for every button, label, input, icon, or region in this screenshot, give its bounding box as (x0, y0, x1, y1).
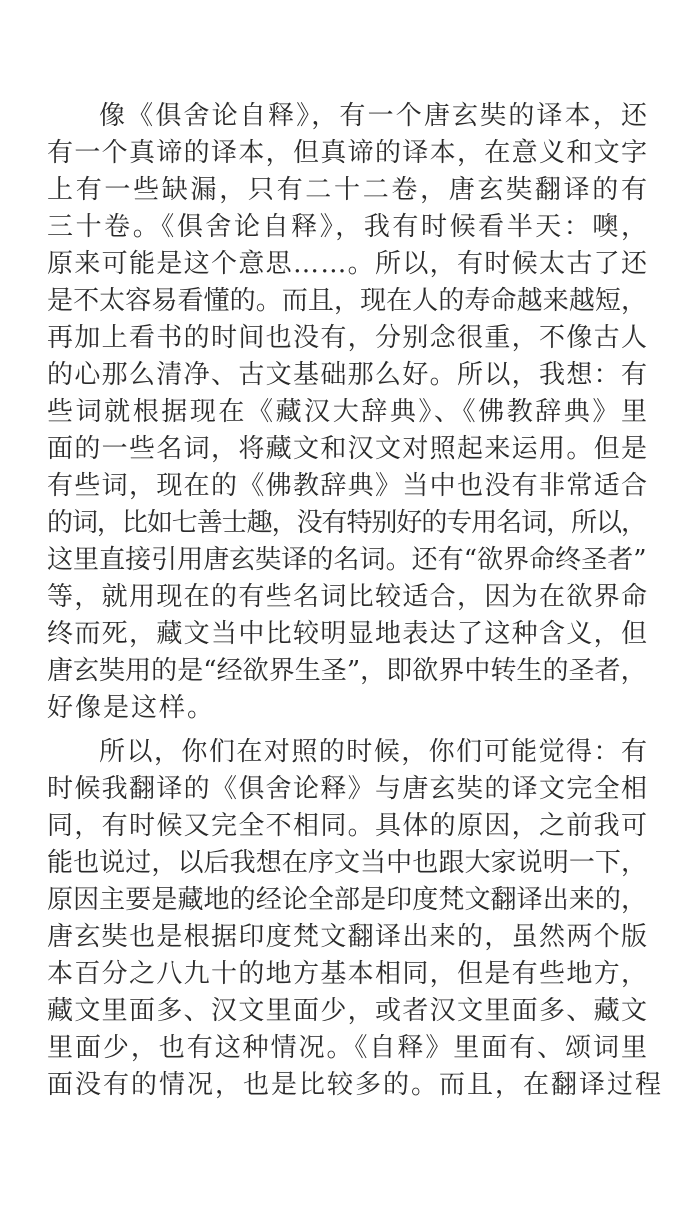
paragraph-line: 里面少，也有这种情况。《自释》里面有、颂词里 (47, 1033, 649, 1063)
paragraph-line: 上有一些缺漏，只有二十二卷，唐玄奘翻译的有 (47, 175, 650, 205)
paragraph-line: 有一个真谛的译本，但真谛的译本，在意义和文字 (47, 138, 649, 168)
paragraph-line: 些词就根据现在《藏汉大辞典》、《佛教辞典》里 (47, 397, 650, 427)
paragraph-line: 这里直接引用唐玄奘译的名词。还有“欲界命终圣者” (47, 545, 647, 575)
paragraph-line: 面没有的情况，也是比较多的。而且，在翻译过程 (47, 1070, 664, 1100)
paragraph-line: 唐玄奘也是根据印度梵文翻译出来的，虽然两个版 (47, 922, 649, 952)
paragraph-line: 原因主要是藏地的经论全部是印度梵文翻译出来的， (47, 885, 648, 915)
paragraph-line: 本百分之八九十的地方基本相同，但是有些地方， (47, 959, 649, 989)
paragraph-line: 好像是这样。 (47, 693, 216, 723)
paragraph-1 (47, 99, 650, 733)
paragraph-line: 终而死，藏文当中比较明显地表达了这种含义，但 (47, 619, 649, 649)
paragraph-2 (47, 735, 664, 1107)
paragraph-line: 能也说过，以后我想在序文当中也跟大家说明一下， (47, 848, 648, 878)
paragraph-line: 是不太容易看懂的。而且，现在人的寿命越来越短， (47, 286, 648, 316)
paragraph-line: 有些词，现在的《佛教辞典》当中也没有非常适合 (47, 471, 649, 501)
paragraph-line: 时候我翻译的《俱舍论释》与唐玄奘的译文完全相 (47, 774, 649, 804)
paragraph-line: 再加上看书的时间也没有，分别念很重，不像古人 (47, 323, 649, 353)
paragraph-line: 面的一些名词，将藏文和汉文对照起来运用。但是 (47, 434, 649, 464)
paragraph-line: 唐玄奘用的是“经欲界生圣”，即欲界中转生的圣者， (47, 656, 647, 686)
paragraph-line: 原来可能是这个意思……。所以，有时候太古了还 (47, 249, 649, 279)
paragraph-line: 藏文里面多、汉文里面少，或者汉文里面多、藏文 (47, 996, 649, 1026)
paragraph-line: 的词，比如七善士趣，没有特别好的专用名词，所以， (47, 508, 646, 538)
paragraph-line: 所以，你们在对照的时候，你们可能觉得：有 (99, 737, 649, 767)
paragraph-line: 三十卷。《俱舍论自释》，我有时候看半天：噢， (47, 212, 650, 242)
paragraph-line: 同，有时候又完全不相同。具体的原因，之前我可 (47, 811, 649, 841)
paragraph-line: 等，就用现在的有些名词比较适合，因为在欲界命 (47, 582, 649, 612)
paragraph-line: 的心那么清净、古文基础那么好。所以，我想：有 (47, 360, 649, 390)
paragraph-line: 像《俱舍论自释》，有一个唐玄奘的译本，还 (99, 101, 650, 131)
